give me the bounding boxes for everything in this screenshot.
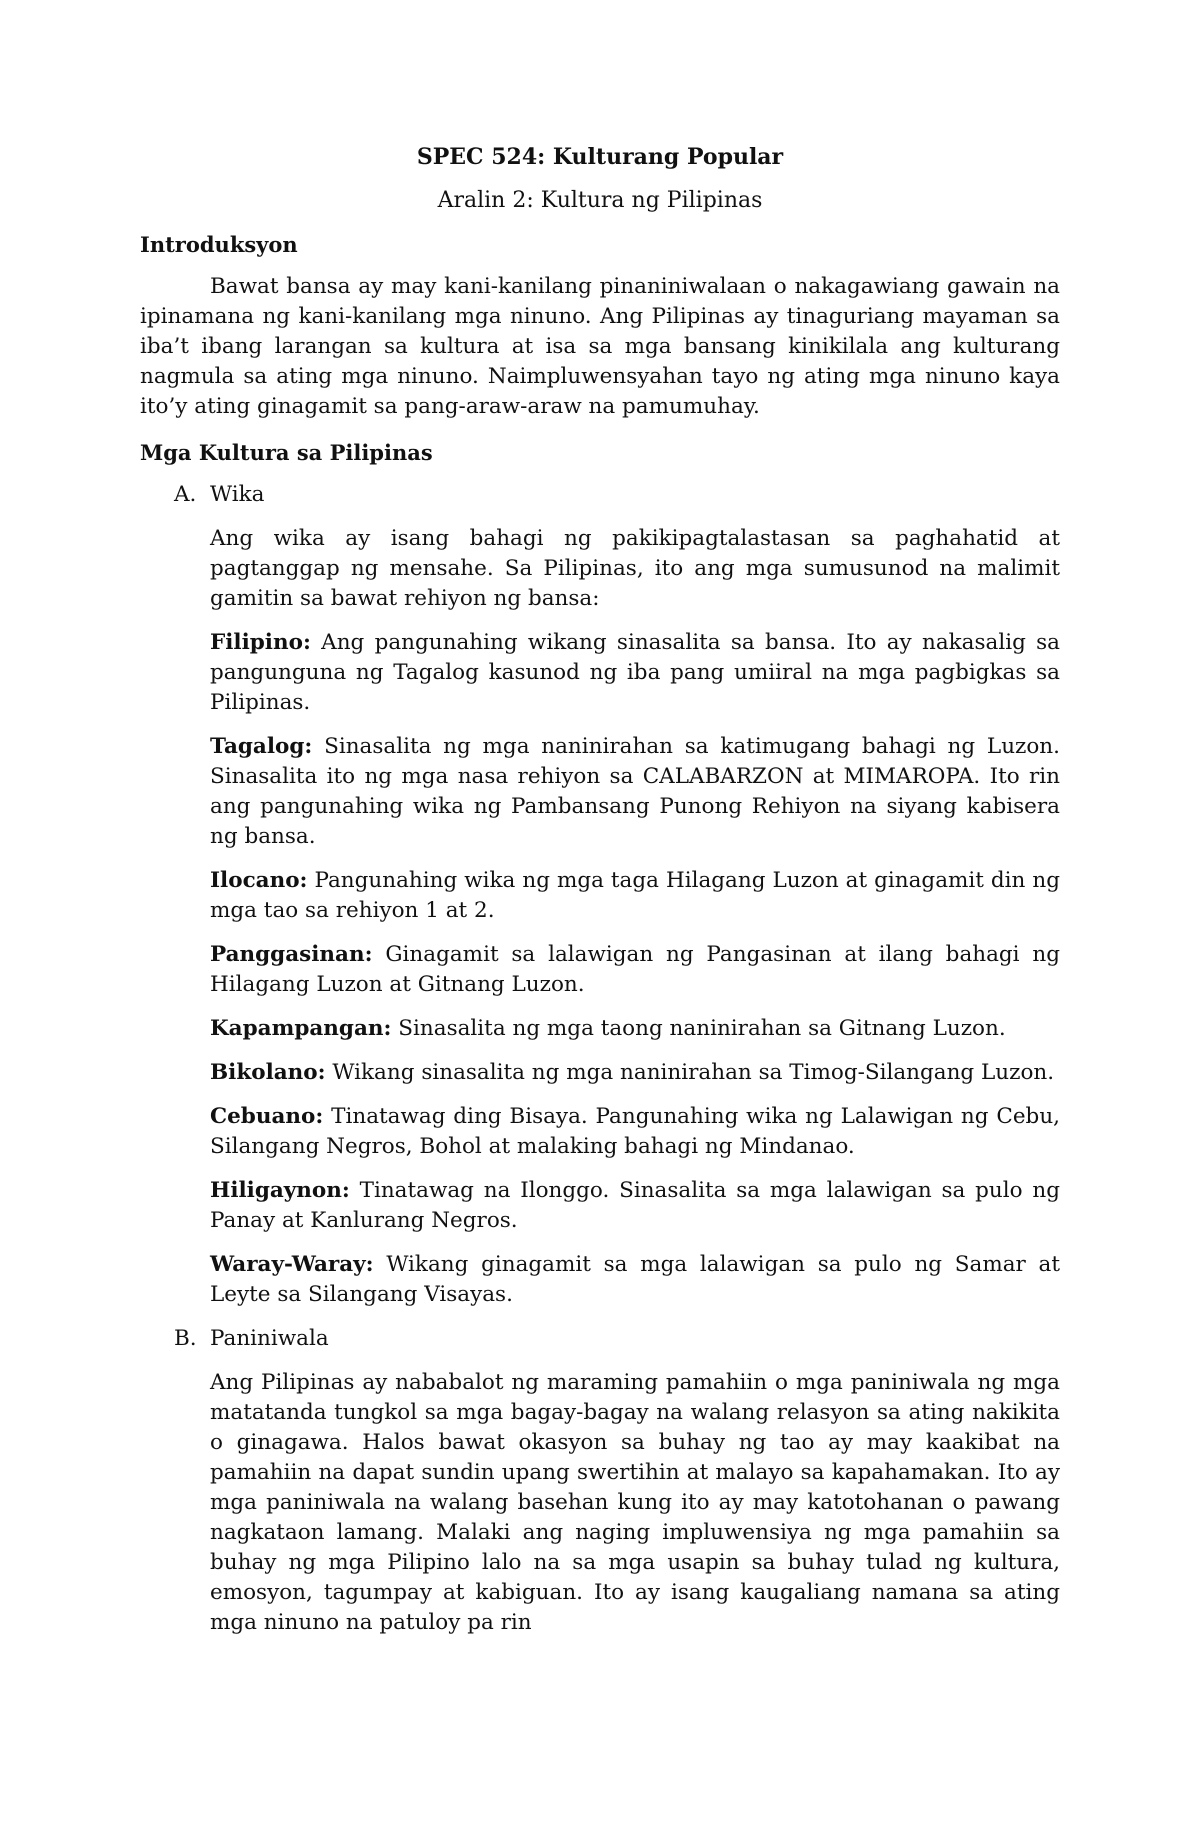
language-list — [140, 628, 1060, 1310]
document-title: SPEC 524: Kulturang Popular — [416, 144, 784, 170]
section-letter: B. — [174, 1326, 197, 1351]
language-description: Pangunahing wika ng mga taga Hilagang Luzon at ginagamit din ng mga tao sa rehiyon 1 at 2. — [210, 868, 1060, 923]
language-entry-tagalog — [210, 732, 1060, 852]
introduction-heading: Introduksyon — [140, 232, 298, 257]
language-name: Bikolano: — [210, 1060, 326, 1085]
language-name: Waray-Waray: — [210, 1252, 374, 1277]
section-wika-heading — [174, 480, 1060, 510]
section-paniniwala-heading — [174, 1324, 1060, 1354]
language-name: Tagalog: — [210, 734, 313, 759]
language-description: Tinatawag ding Bisaya. Pangunahing wika ng Lalawigan ng Cebu, Silangang Negros, Bohol at malaking bahagi ng Mindanao. — [210, 1104, 1060, 1159]
language-description: Tinatawag na Ilonggo. Sinasalita sa mga lalawigan sa pulo ng Panay at Kanlurang Negros. — [210, 1178, 1060, 1233]
language-entry-cebuano — [210, 1102, 1060, 1162]
language-name: Hiligaynon: — [210, 1178, 350, 1203]
language-entry-kapampangan — [210, 1014, 1060, 1044]
language-description: Wikang ginagamit sa mga lalawigan sa pulo ng Samar at Leyte sa Silangang Visayas. — [210, 1252, 1060, 1307]
section-title: Paniniwala — [210, 1326, 329, 1351]
language-name: Filipino: — [210, 630, 311, 655]
language-description: Ginagamit sa lalawigan ng Pangasinan at ilang bahagi ng Hilagang Luzon at Gitnang Luzon. — [210, 942, 1060, 997]
language-name: Kapampangan: — [210, 1016, 392, 1041]
language-description: Sinasalita ng mga taong naninirahan sa Gitnang Luzon. — [391, 1016, 1006, 1041]
paniniwala-paragraph: Ang Pilipinas ay nababalot ng maraming pamahiin o mga paniniwala ng mga matatanda tungkol sa mga bagay-bagay na walang relasyon sa ating nakikita o ginagawa. Halos bawat okasyon sa buhay ng tao ay may kaakibat na pamahiin na dapat sundin upang swertihin at malayo sa kapahamakan. Ito ay mga paniniwala na walang basehan kung ito ay may katotohanan o pawang nagkataon lamang. Malaki ang naging impluwensiya ng mga pamahiin sa buhay ng mga Pilipino lalo na sa mga usapin sa buhay tulad ng kultura, emosyon, tagumpay at kabiguan. Ito ay isang kaugaliang namana sa ating mga ninuno na patuloy pa rin — [210, 1370, 1060, 1635]
language-description: Ang pangunahing wikang sinasalita sa bansa. Ito ay nakasalig sa pangunguna ng Tagalog kasunod ng iba pang umiiral na mga pagbigkas sa Pilipinas. — [210, 630, 1060, 715]
language-entry-hiligaynon — [210, 1176, 1060, 1236]
wika-intro-paragraph: Ang wika ay isang bahagi ng pakikipagtalastasan sa paghahatid at pagtanggap ng mensahe. Sa Pilipinas, ito ang mga sumusunod na malimit gamitin sa bawat rehiyon ng bansa: — [210, 526, 1060, 611]
language-entry-filipino — [210, 628, 1060, 718]
cultures-heading: Mga Kultura sa Pilipinas — [140, 440, 433, 465]
language-description: Wikang sinasalita ng mga naninirahan sa Timog-Silangang Luzon. — [325, 1060, 1055, 1085]
section-letter: A. — [174, 482, 197, 507]
document-subtitle: Aralin 2: Kultura ng Pilipinas — [437, 188, 763, 213]
section-title: Wika — [210, 482, 265, 507]
language-entry-panggasinan — [210, 940, 1060, 1000]
language-entry-waray-waray — [210, 1250, 1060, 1310]
language-entry-ilocano — [210, 866, 1060, 926]
language-name: Panggasinan: — [210, 942, 373, 967]
introduction-paragraph: Bawat bansa ay may kani-kanilang pinaniniwalaan o nakagawiang gawain na ipinamana ng kani-kanilang mga ninuno. Ang Pilipinas ay tinaguriang mayaman sa iba’t ibang larangan sa kultura at isa sa mga bansang kinikilala ang kulturang nagmula sa ating mga ninuno. Naimpluwensyahan tayo ng ating mga ninuno kaya ito’y ating ginagamit sa pang-araw-araw na pamumuhay. — [140, 274, 1060, 419]
language-name: Cebuano: — [210, 1104, 324, 1129]
language-description: Sinasalita ng mga naninirahan sa katimugang bahagi ng Luzon. Sinasalita ito ng mga nasa rehiyon sa CALABARZON at MIMAROPA. Ito rin ang pangunahing wika ng Pambansang Punong Rehiyon na siyang kabisera ng bansa. — [210, 734, 1060, 849]
language-name: Ilocano: — [210, 868, 308, 893]
language-entry-bikolano — [210, 1058, 1060, 1088]
